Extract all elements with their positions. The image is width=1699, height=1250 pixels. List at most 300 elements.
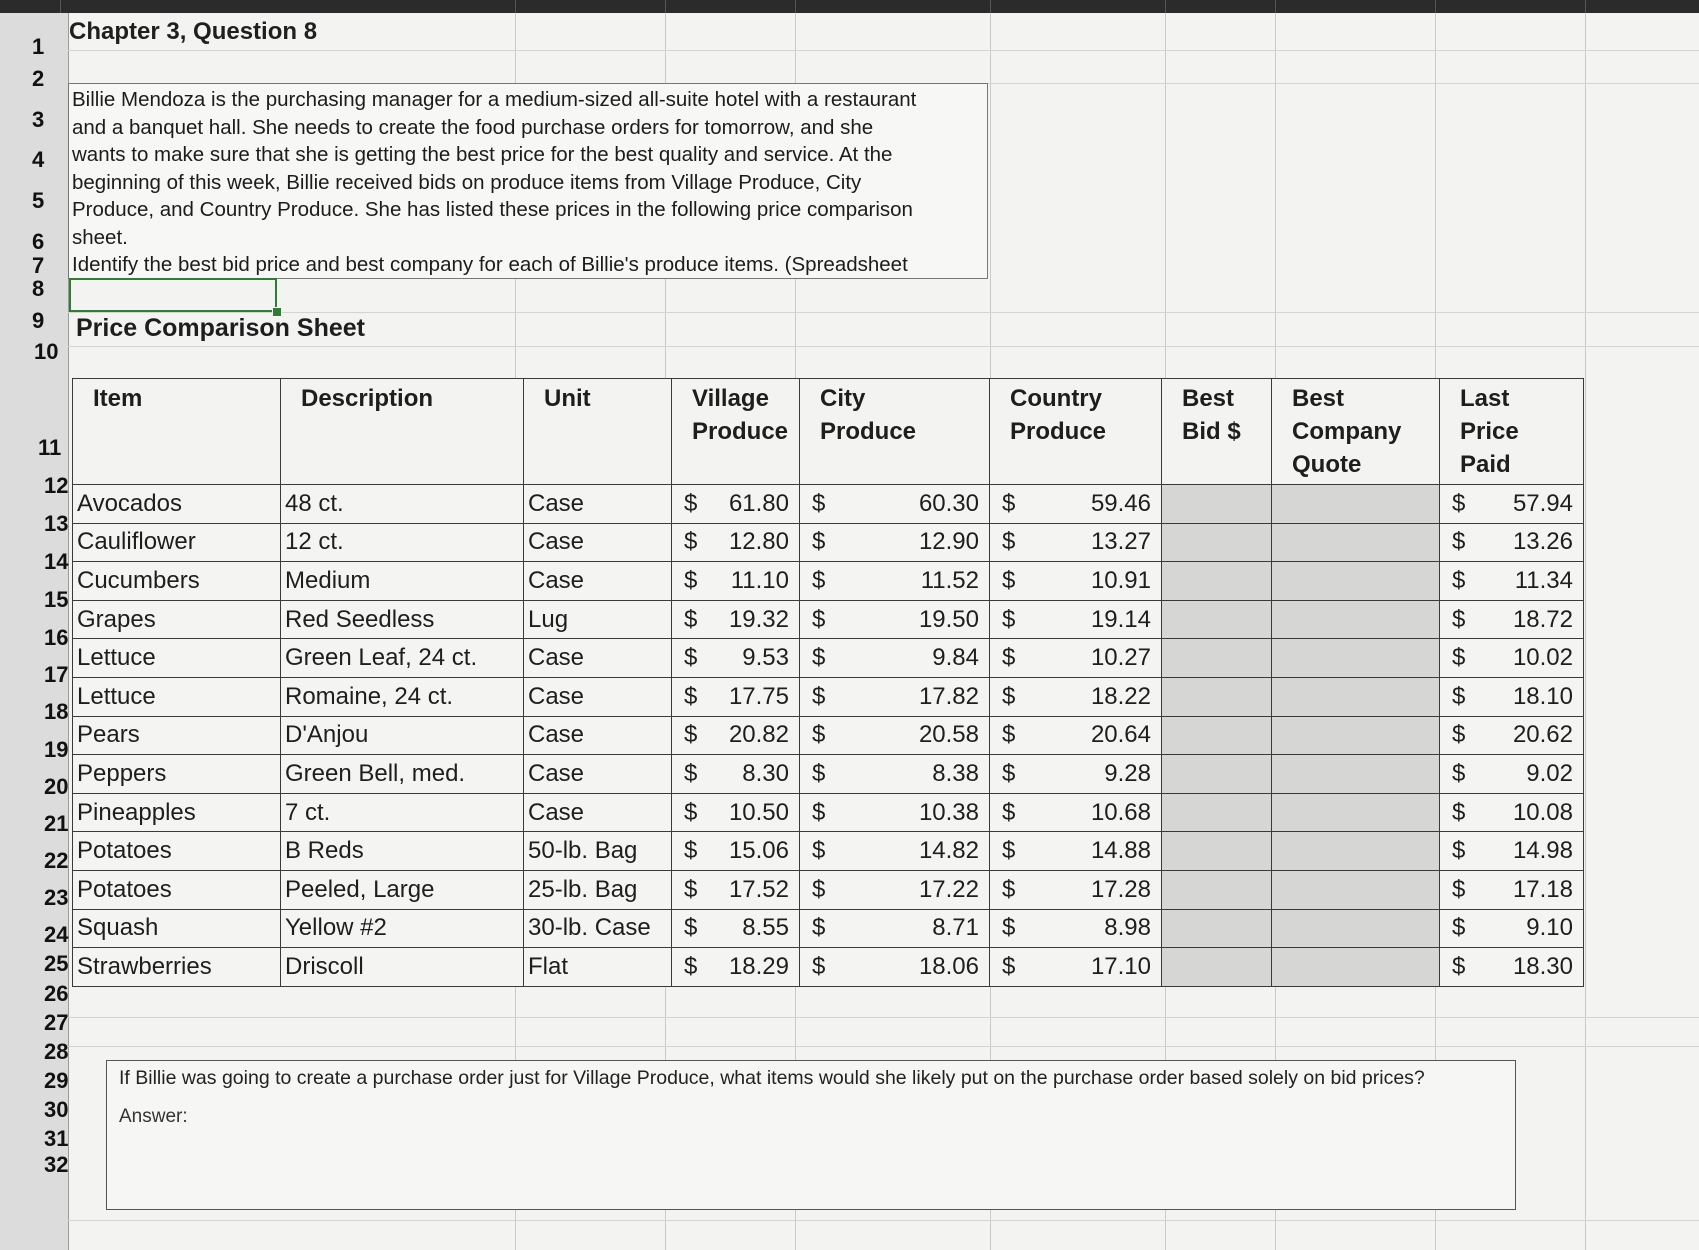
header-unit[interactable]: Unit [524,379,672,485]
currency-symbol: $ [812,721,826,749]
price-value: 17.10 [1090,952,1151,980]
description-line: Identify the best bid price and best company for each of Billie's produce items. (Spreadsheet [72,253,908,276]
row-number[interactable]: 10 [34,339,59,364]
cell-village-price[interactable] [672,948,800,987]
cell-country-price[interactable] [990,600,1162,639]
currency-symbol: $ [1002,528,1016,556]
currency-symbol: $ [812,875,826,903]
cell-best-company[interactable] [1272,755,1440,794]
cell-village-price[interactable] [672,523,800,562]
currency-symbol: $ [1452,914,1466,942]
cell-best-bid[interactable] [1162,755,1272,794]
currency-symbol: $ [1002,914,1016,942]
cell-village-price[interactable] [672,716,800,755]
row-number[interactable]: 8 [32,276,45,301]
currency-symbol: $ [812,952,826,980]
table-row [73,832,1584,871]
currency-symbol: $ [1002,759,1016,787]
currency-symbol: $ [684,566,698,594]
price-value: 17.22 [918,875,979,903]
price-value: 11.34 [1514,566,1573,594]
cell-best-company[interactable] [1272,639,1440,678]
cell-description[interactable]: 12 ct. [281,523,524,562]
cell-unit[interactable]: Case [524,716,672,755]
row-number[interactable]: 28 [44,1039,69,1064]
row-number[interactable]: 13 [44,511,69,536]
price-value: 12.90 [918,528,979,556]
price-value: 17.18 [1512,875,1573,903]
price-value: 18.29 [728,952,789,980]
currency-symbol: $ [1002,875,1016,903]
price-value: 17.82 [918,682,979,710]
cell-last-price[interactable] [1440,523,1584,562]
cell-description[interactable]: Driscoll [281,948,524,987]
cell-last-price[interactable] [1440,639,1584,678]
row-number[interactable]: 20 [44,774,69,799]
cell-best-bid[interactable] [1162,562,1272,601]
cell-city-price[interactable] [800,909,990,948]
currency-symbol: $ [1002,682,1016,710]
row-number[interactable]: 7 [32,253,45,278]
cell-city-price[interactable] [800,523,990,562]
question-text: If Billie was going to create a purchase order just for Village Produce, what items would she likely put on the purchase order based solely on bid prices? [119,1067,1425,1089]
cell-best-company[interactable] [1272,948,1440,987]
row-number[interactable]: 9 [32,308,45,333]
cell-best-bid[interactable] [1162,639,1272,678]
row-number[interactable]: 15 [44,587,69,612]
description-line: and a banquet hall. She needs to create the food purchase orders for tomorrow, and she [72,115,874,139]
currency-symbol: $ [1452,566,1466,594]
currency-symbol: $ [1452,875,1466,903]
row-number[interactable]: 16 [44,625,69,650]
row-number[interactable]: 1 [32,34,45,59]
table-row [73,755,1584,794]
page-title: Chapter 3, Question 8 [69,18,318,45]
price-value: 18.10 [1512,682,1573,710]
price-value: 18.22 [1090,682,1151,710]
question-box[interactable] [106,1060,1516,1210]
price-value: 8.38 [932,759,979,787]
row-number[interactable]: 19 [44,737,69,762]
cell-country-price[interactable] [990,909,1162,948]
currency-symbol: $ [684,528,698,556]
cell-best-company[interactable] [1272,793,1440,832]
cell-country-price[interactable] [990,677,1162,716]
cell-country-price[interactable] [990,793,1162,832]
currency-symbol: $ [812,528,826,556]
cell-last-price[interactable] [1440,600,1584,639]
row-number[interactable]: 3 [32,107,45,132]
cell-description[interactable]: 48 ct. [281,485,524,524]
cell-city-price[interactable] [800,716,990,755]
currency-symbol: $ [1002,798,1016,826]
currency-symbol: $ [812,914,826,942]
price-value: 20.82 [728,721,789,749]
cell-country-price[interactable] [990,755,1162,794]
cell-village-price[interactable] [672,485,800,524]
currency-symbol: $ [812,837,826,865]
table-row [73,909,1584,948]
currency-symbol: $ [812,682,826,710]
currency-symbol: $ [1002,605,1016,633]
price-value: 12.80 [728,528,789,556]
price-value: 13.26 [1512,528,1573,556]
cell-unit[interactable]: Case [524,562,672,601]
row-number[interactable]: 23 [44,885,69,910]
price-value: 19.14 [1090,605,1151,633]
cell-village-price[interactable] [672,562,800,601]
table-row [73,870,1584,909]
price-value: 10.50 [728,798,789,826]
currency-symbol: $ [1002,952,1016,980]
price-value: 10.02 [1512,644,1573,672]
cell-country-price[interactable] [990,485,1162,524]
cell-best-bid[interactable] [1162,600,1272,639]
currency-symbol: $ [812,644,826,672]
cell-country-price[interactable] [990,832,1162,871]
currency-symbol: $ [812,798,826,826]
table-row [73,639,1584,678]
description-line: sheet. [72,225,128,249]
header-city-produce[interactable]: City Produce [800,379,990,485]
sheet-title: Price Comparison Sheet [76,314,365,342]
price-value: 8.98 [1104,914,1151,942]
price-value: 17.28 [1090,875,1151,903]
table-body [73,485,1584,987]
row-number[interactable]: 18 [44,699,69,724]
cell-description[interactable]: D'Anjou [281,716,524,755]
row-number[interactable]: 29 [44,1068,69,1093]
currency-symbol: $ [684,644,698,672]
cell-best-company[interactable] [1272,677,1440,716]
cell-best-company[interactable] [1272,832,1440,871]
currency-symbol: $ [1002,721,1016,749]
cell-unit[interactable]: 50-lb. Bag [524,832,672,871]
header-village-produce[interactable]: Village Produce [672,379,800,485]
cell-description[interactable]: Green Bell, med. [281,755,524,794]
cell-best-company[interactable] [1272,870,1440,909]
currency-symbol: $ [1452,721,1466,749]
cell-best-bid[interactable] [1162,832,1272,871]
row-number[interactable]: 22 [44,848,69,873]
cell-country-price[interactable] [990,562,1162,601]
cell-city-price[interactable] [800,948,990,987]
currency-symbol: $ [812,605,826,633]
price-value: 9.10 [1526,914,1573,942]
cell-country-price[interactable] [990,870,1162,909]
cell-village-price[interactable] [672,600,800,639]
table-row [73,677,1584,716]
row-number[interactable]: 21 [44,811,69,836]
cell-village-price[interactable] [672,832,800,871]
cell-best-company[interactable] [1272,600,1440,639]
cell-city-price[interactable] [800,677,990,716]
price-value: 19.50 [918,605,979,633]
cell-unit[interactable]: Case [524,677,672,716]
column-header-f[interactable] [1165,0,1276,13]
price-comparison-table [72,378,1584,987]
cell-best-company[interactable] [1272,523,1440,562]
cell-unit[interactable]: 25-lb. Bag [524,870,672,909]
price-value: 14.98 [1512,837,1573,865]
column-header-b[interactable] [515,0,666,13]
currency-symbol: $ [684,605,698,633]
table-row [73,600,1584,639]
cell-best-bid[interactable] [1162,948,1272,987]
currency-symbol: $ [1452,605,1466,633]
answer-label: Answer: [119,1106,188,1127]
price-value: 61.80 [728,489,789,517]
cell-city-price[interactable] [800,600,990,639]
currency-symbol: $ [1452,952,1466,980]
currency-symbol: $ [1002,489,1016,517]
price-value: 18.72 [1512,605,1573,633]
price-value: 14.88 [1090,837,1151,865]
cell-last-price[interactable] [1440,909,1584,948]
currency-symbol: $ [1452,644,1466,672]
cell-description[interactable]: Yellow #2 [281,909,524,948]
column-header-c[interactable] [665,0,796,13]
header-best-company[interactable]: Best Company Quote [1272,379,1440,485]
cell-unit[interactable]: Case [524,755,672,794]
description-line: beginning of this week, Billie received bids on produce items from Village Produce, City [72,170,862,194]
cell-city-price[interactable] [800,485,990,524]
cell-item[interactable]: Lettuce [73,677,281,716]
currency-symbol: $ [812,759,826,787]
cell-best-bid[interactable] [1162,793,1272,832]
description-line: Produce, and Country Produce. She has listed these prices in the following price comparison [72,198,913,221]
column-header-a[interactable] [60,0,516,13]
cell-item[interactable]: Peppers [73,755,281,794]
cell-best-bid[interactable] [1162,870,1272,909]
header-description[interactable]: Description [281,379,524,485]
currency-symbol: $ [1452,528,1466,556]
cell-description[interactable]: Red Seedless [281,600,524,639]
cell-unit[interactable]: 30-lb. Case [524,909,672,948]
price-value: 17.52 [728,875,789,903]
column-header-g[interactable] [1275,0,1436,13]
currency-symbol: $ [1452,837,1466,865]
cell-unit[interactable]: Lug [524,600,672,639]
price-value: 13.27 [1090,528,1151,556]
price-value: 10.08 [1512,798,1573,826]
table-row [73,562,1584,601]
currency-symbol: $ [684,721,698,749]
price-value: 8.71 [932,914,979,942]
cell-best-company[interactable] [1272,562,1440,601]
row-number[interactable]: 24 [44,922,69,947]
cell-last-price[interactable] [1440,948,1584,987]
header-country-produce[interactable]: Country Produce [990,379,1162,485]
row-number[interactable]: 12 [44,473,69,498]
cell-city-price[interactable] [800,832,990,871]
price-value: 18.30 [1512,952,1573,980]
price-value: 59.46 [1090,489,1151,517]
currency-symbol: $ [684,798,698,826]
cell-item[interactable]: Potatoes [73,832,281,871]
price-value: 10.38 [918,798,979,826]
currency-symbol: $ [1002,644,1016,672]
cell-city-price[interactable] [800,793,990,832]
cell-best-company[interactable] [1272,909,1440,948]
cell-item[interactable]: Cauliflower [73,523,281,562]
cell-village-price[interactable] [672,755,800,794]
currency-symbol: $ [684,914,698,942]
cell-item[interactable]: Pears [73,716,281,755]
table-row [73,716,1584,755]
currency-symbol: $ [684,759,698,787]
row-number[interactable]: 5 [32,188,45,213]
cell-best-bid[interactable] [1162,677,1272,716]
table-row [73,948,1584,987]
cell-last-price[interactable] [1440,485,1584,524]
price-value: 19.32 [728,605,789,633]
cell-village-price[interactable] [672,909,800,948]
cell-last-price[interactable] [1440,832,1584,871]
price-value: 17.75 [728,682,789,710]
cell-city-price[interactable] [800,755,990,794]
currency-symbol: $ [1452,489,1466,517]
header-best-bid[interactable]: Best Bid $ [1162,379,1272,485]
cell-item[interactable]: Potatoes [73,870,281,909]
column-header-bar [0,0,1699,13]
price-value: 9.53 [742,644,789,672]
price-value: 10.27 [1090,644,1151,672]
cell-country-price[interactable] [990,639,1162,678]
cell-item[interactable]: Strawberries [73,948,281,987]
selected-cell-a8[interactable] [69,278,277,312]
price-value: 18.06 [918,952,979,980]
currency-symbol: $ [1452,682,1466,710]
cell-item[interactable]: Lettuce [73,639,281,678]
cell-description[interactable]: B Reds [281,832,524,871]
header-item[interactable]: Item [73,379,281,485]
table-row [73,793,1584,832]
cell-description[interactable]: 7 ct. [281,793,524,832]
price-value: 20.58 [918,721,979,749]
row-number[interactable]: 32 [44,1152,69,1177]
price-value: 11.10 [730,566,789,594]
cell-village-price[interactable] [672,793,800,832]
currency-symbol: $ [684,952,698,980]
cell-best-bid[interactable] [1162,523,1272,562]
cell-last-price[interactable] [1440,870,1584,909]
currency-symbol: $ [812,566,826,594]
cell-last-price[interactable] [1440,562,1584,601]
cell-item[interactable]: Avocados [73,485,281,524]
cell-best-company[interactable] [1272,485,1440,524]
cell-country-price[interactable] [990,523,1162,562]
cell-village-price[interactable] [672,639,800,678]
currency-symbol: $ [812,489,826,517]
currency-symbol: $ [1452,759,1466,787]
currency-symbol: $ [684,682,698,710]
row-number[interactable]: 11 [38,435,62,460]
cell-city-price[interactable] [800,870,990,909]
cell-item[interactable]: Squash [73,909,281,948]
price-value: 20.64 [1090,721,1151,749]
cell-description[interactable]: Romaine, 24 ct. [281,677,524,716]
row-number[interactable]: 25 [44,951,69,976]
row-number[interactable]: 27 [44,1010,69,1035]
price-value: 57.94 [1512,489,1573,517]
price-value: 15.06 [728,837,789,865]
currency-symbol: $ [1452,798,1466,826]
column-header-e[interactable] [990,0,1166,13]
cell-item[interactable]: Cucumbers [73,562,281,601]
cell-unit[interactable]: Case [524,793,672,832]
table-row [73,523,1584,562]
cell-last-price[interactable] [1440,716,1584,755]
cell-description[interactable]: Medium [281,562,524,601]
cell-description[interactable]: Peeled, Large [281,870,524,909]
price-value: 9.02 [1526,759,1573,787]
price-value: 14.82 [918,837,979,865]
table-header-row [73,379,1584,485]
cell-unit[interactable]: Case [524,639,672,678]
cell-village-price[interactable] [672,870,800,909]
row-number[interactable]: 14 [44,549,69,574]
cell-unit[interactable]: Flat [524,948,672,987]
cell-best-company[interactable] [1272,716,1440,755]
description-line: wants to make sure that she is getting the best price for the best quality and service. At the [72,143,893,166]
currency-symbol: $ [1002,837,1016,865]
price-value: 60.30 [918,489,979,517]
row-number[interactable]: 30 [44,1097,69,1122]
row-number[interactable]: 4 [32,147,45,172]
cell-last-price[interactable] [1440,793,1584,832]
currency-symbol: $ [684,489,698,517]
price-value: 8.55 [742,914,789,942]
cell-last-price[interactable] [1440,755,1584,794]
header-last-price-paid[interactable]: Last Price Paid [1440,379,1584,485]
cell-country-price[interactable] [990,948,1162,987]
cell-item[interactable]: Grapes [73,600,281,639]
price-value: 9.84 [932,644,979,672]
price-value: 11.52 [920,566,979,594]
price-value: 20.62 [1512,721,1573,749]
cell-best-bid[interactable] [1162,485,1272,524]
select-all-corner[interactable] [0,0,61,13]
row-number[interactable]: 2 [32,66,45,91]
currency-symbol: $ [1002,566,1016,594]
cell-village-price[interactable] [672,677,800,716]
row-number[interactable]: 26 [44,981,69,1006]
cell-best-bid[interactable] [1162,909,1272,948]
column-header-h[interactable] [1435,0,1586,13]
cell-city-price[interactable] [800,639,990,678]
price-value: 10.68 [1090,798,1151,826]
problem-description [68,83,988,279]
price-value: 9.28 [1104,759,1151,787]
price-value: 8.30 [742,759,789,787]
row-number[interactable]: 6 [32,229,45,254]
currency-symbol: $ [684,837,698,865]
cell-city-price[interactable] [800,562,990,601]
cell-unit[interactable]: Case [524,485,672,524]
column-header-d[interactable] [795,0,991,13]
cell-item[interactable]: Pineapples [73,793,281,832]
description-line: Billie Mendoza is the purchasing manager for a medium-sized all-suite hotel with a restaurant [72,88,917,111]
row-number[interactable]: 31 [44,1126,69,1151]
cell-description[interactable]: Green Leaf, 24 ct. [281,639,524,678]
currency-symbol: $ [684,875,698,903]
cell-best-bid[interactable] [1162,716,1272,755]
cell-unit[interactable]: Case [524,523,672,562]
row-number[interactable]: 17 [44,662,69,687]
cell-last-price[interactable] [1440,677,1584,716]
cell-country-price[interactable] [990,716,1162,755]
